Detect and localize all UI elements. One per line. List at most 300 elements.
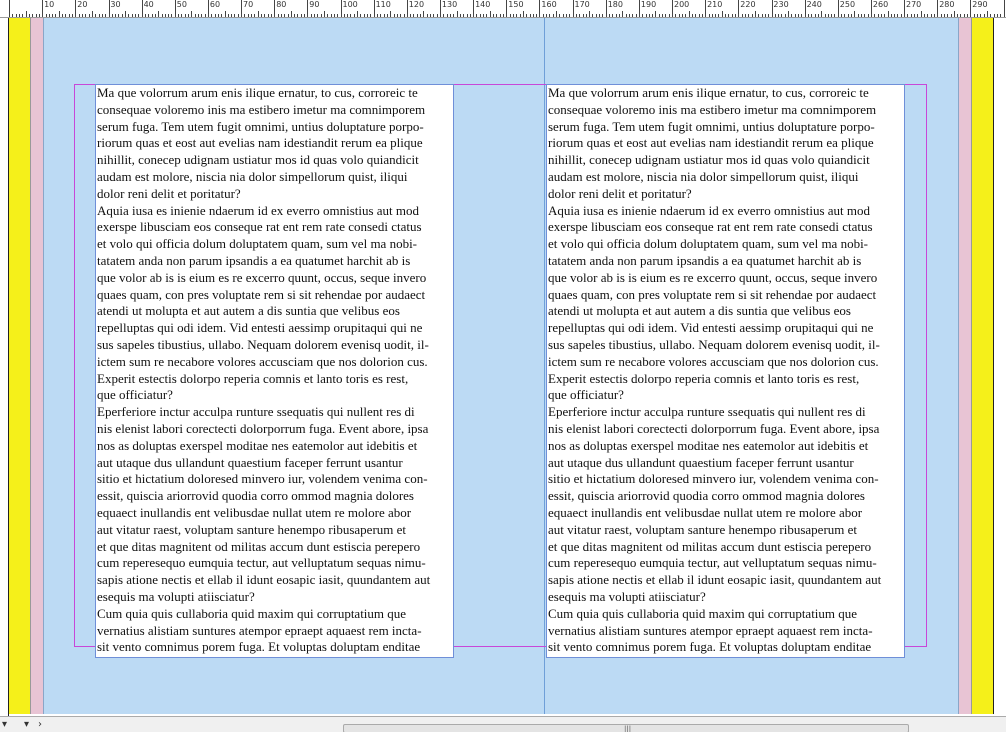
ruler-tick — [135, 14, 136, 17]
ruler-tick — [516, 14, 517, 17]
ruler-tick — [652, 14, 653, 17]
text-line: ictem sum re necabore volores accusciam que nos dolorion cus. — [548, 353, 879, 369]
ruler-tick — [583, 14, 584, 17]
ruler-tick — [347, 14, 348, 17]
ruler-tick — [410, 14, 411, 17]
ruler-tick — [258, 11, 259, 17]
ruler-tick — [49, 14, 50, 17]
text-line: exerspe libusciam eos conseque rat ent rem rate consedi ctatus — [97, 219, 422, 235]
ruler-tick — [762, 14, 763, 17]
ruler-tick — [974, 14, 975, 17]
ruler-tick — [924, 14, 925, 17]
ruler-tick — [304, 14, 305, 17]
ruler-tick — [596, 14, 597, 17]
ruler-tick — [732, 14, 733, 17]
ruler-tick — [404, 14, 405, 17]
text-frame-content — [547, 85, 904, 656]
ruler-tick — [400, 14, 401, 17]
text-line: audam est molore, niscia nia dolor simpellorum quist, iliqui — [97, 168, 408, 184]
text-line: Eperferiore inctur acculpa runture ssequatis qui nullent res di — [548, 404, 866, 420]
ruler-tick — [390, 11, 391, 17]
ruler-tick — [85, 14, 86, 17]
ruler-tick — [450, 14, 451, 17]
text-line: repelluptas qui odi idem. Vid entesti aessimp orupitaqui qui ne — [548, 320, 874, 336]
ruler-tick — [785, 14, 786, 17]
ruler-tick — [901, 14, 902, 17]
ruler-tick — [874, 14, 875, 17]
ruler-tick — [374, 0, 375, 17]
ruler-tick — [665, 14, 666, 17]
text-line: et volo qui officia dolum doluptatem quam, sum vel ma nobi- — [548, 236, 869, 252]
ruler-tick — [145, 14, 146, 17]
ruler-tick — [370, 14, 371, 17]
ruler-tick — [165, 14, 166, 17]
ruler-tick — [201, 14, 202, 17]
ruler-tick — [473, 0, 474, 17]
ruler-tick — [722, 11, 723, 17]
ruler-tick — [62, 14, 63, 17]
ruler-tick — [1000, 14, 1001, 17]
ruler-tick — [367, 14, 368, 17]
ruler-tick — [831, 14, 832, 17]
ruler-tick — [360, 14, 361, 17]
ruler-tick — [592, 14, 593, 17]
ruler-tick — [533, 14, 534, 17]
ruler-tick — [825, 14, 826, 17]
ruler-tick — [649, 14, 650, 17]
ruler-tick — [556, 11, 557, 17]
text-line: nos as doluptas exerspel moditae nes eatemolor aut idebitis et — [97, 437, 418, 453]
text-line: et volo qui officia dolum doluptatem quam, sum vel ma nobi- — [97, 236, 418, 252]
ruler-tick — [725, 14, 726, 17]
ruler-tick — [622, 11, 623, 17]
ruler-tick — [22, 14, 23, 17]
text-line: et que ditas magnitent od militas accum dunt estiscia perepero — [97, 538, 421, 554]
ruler-tick — [16, 14, 17, 17]
text-line: sit vento comnimus porem fuga. Et voluptas doluptam enditae — [548, 639, 872, 655]
ruler-tick — [904, 0, 905, 17]
ruler-tick — [980, 14, 981, 17]
text-line: esequis ma volupti atiisciatur? — [97, 588, 255, 604]
ruler-tick — [506, 0, 507, 17]
ruler-tick — [364, 14, 365, 17]
ruler-tick — [871, 0, 872, 17]
ruler-tick — [162, 14, 163, 17]
ruler-tick — [510, 14, 511, 17]
ruler-tick — [132, 14, 133, 17]
ruler-tick — [377, 14, 378, 17]
ruler-tick — [888, 11, 889, 17]
text-line: dolor reni delit et poritatur? — [97, 185, 241, 201]
ruler-tick — [612, 14, 613, 17]
document-canvas[interactable] — [0, 18, 1006, 716]
text-line: cum reperesequo eumquia tectur, aut velluptatum sequas nimu- — [97, 555, 426, 571]
ruler-tick — [486, 14, 487, 17]
text-line: sus sapeles tibustius, ullabo. Nequam dolorem evenisq uodit, il- — [97, 336, 429, 352]
ruler-tick — [702, 14, 703, 17]
ruler-label: 290 — [972, 0, 988, 9]
ruler-tick — [307, 0, 308, 17]
ruler-tick — [911, 14, 912, 17]
ruler-tick — [662, 14, 663, 17]
ruler-tick — [970, 0, 971, 17]
ruler-tick — [407, 0, 408, 17]
text-line: vernatius alistiam suntures atempor epraept aquaest rem incta- — [548, 622, 873, 638]
ruler-tick — [818, 14, 819, 17]
ruler-tick — [152, 14, 153, 17]
text-line: que officiatur? — [548, 387, 624, 403]
ruler-tick — [271, 14, 272, 17]
ruler-tick — [274, 0, 275, 17]
ruler-tick — [934, 14, 935, 17]
ruler-tick — [520, 14, 521, 17]
ruler-tick — [437, 14, 438, 17]
ruler-tick — [679, 14, 680, 17]
ruler-tick — [884, 14, 885, 17]
ruler-tick — [384, 14, 385, 17]
ruler-tick — [576, 14, 577, 17]
ruler-tick — [264, 14, 265, 17]
ruler-tick — [102, 14, 103, 17]
ruler-tick — [758, 14, 759, 17]
ruler-tick — [122, 14, 123, 17]
ruler-tick — [254, 14, 255, 17]
ruler-tick — [765, 14, 766, 17]
ruler-tick — [195, 14, 196, 17]
ruler-tick — [947, 14, 948, 17]
ruler-tick — [500, 14, 501, 17]
ruler-tick — [490, 11, 491, 17]
text-line: atendi ut molupta et aut autem a dis suntia que velibus eos — [548, 303, 851, 319]
ruler-tick — [231, 14, 232, 17]
text-line: serum fuga. Tem utem fugit omnimi, untius doluptature porpo- — [97, 118, 424, 134]
ruler-tick — [669, 14, 670, 17]
horizontal-scrollbar-thumb[interactable] — [343, 724, 909, 732]
ruler-tick — [543, 14, 544, 17]
ruler-tick — [811, 14, 812, 17]
ruler-tick — [380, 14, 381, 17]
ruler-tick — [960, 14, 961, 17]
ruler-label: 130 — [441, 0, 458, 9]
ruler-tick — [218, 14, 219, 17]
text-frame-content — [96, 85, 453, 656]
ruler-label: 270 — [906, 0, 922, 9]
ruler-tick — [768, 14, 769, 17]
text-line: sus sapeles tibustius, ullabo. Nequam dolorem evenisq uodit, il- — [548, 336, 880, 352]
ruler-tick — [994, 14, 995, 17]
ruler-tick — [917, 14, 918, 17]
ruler-tick — [99, 14, 100, 17]
text-line: atendi ut molupta et aut autem a dis suntia que velibus eos — [97, 303, 400, 319]
ruler-tick — [19, 14, 20, 17]
ruler-tick — [907, 14, 908, 17]
ruler-tick — [476, 14, 477, 17]
ruler-tick — [82, 14, 83, 17]
ruler-label: 110 — [375, 0, 391, 9]
ruler-label: 60 — [209, 0, 221, 9]
ruler-tick — [427, 14, 428, 17]
ruler-tick — [291, 11, 292, 17]
ruler-tick — [861, 14, 862, 17]
ruler-tick — [221, 14, 222, 17]
ruler-tick — [208, 0, 209, 17]
ruler-label: 120 — [408, 0, 425, 9]
ruler-tick — [331, 14, 332, 17]
ruler-tick — [417, 14, 418, 17]
text-line: et que ditas magnitent od militas accum dunt estiscia perepero — [548, 538, 872, 554]
text-line: aut utaque dus ullandunt quaestium faceper ferrunt usantur — [548, 454, 854, 470]
ruler-label: 160 — [541, 0, 557, 9]
chevron-down-icon[interactable]: ▾ — [2, 719, 8, 730]
ruler-tick — [513, 14, 514, 17]
ruler-tick — [868, 14, 869, 17]
ruler-tick — [599, 14, 600, 17]
ruler-tick — [834, 14, 835, 17]
ruler-tick — [334, 14, 335, 17]
text-line: aut vitatur raest, voluptam santure henempo ribusaperum et — [97, 521, 407, 537]
text-line: nis elenist labori corectecti dolorporrum fuga. Event abore, ipsa — [97, 420, 429, 436]
ruler-tick — [791, 14, 792, 17]
ruler-tick — [251, 14, 252, 17]
ruler-tick — [844, 14, 845, 17]
ruler-tick — [297, 14, 298, 17]
ruler-tick — [523, 11, 524, 17]
ruler-tick — [440, 0, 441, 17]
ruler-tick — [228, 14, 229, 17]
text-line: Aquia iusa es inienie ndaerum id ex everro omnistius aut mod — [97, 202, 420, 218]
ruler-tick — [321, 14, 322, 17]
text-line: serum fuga. Tem utem fugit omnimi, untius doluptature porpo- — [548, 118, 875, 134]
text-line: nis elenist labori corectecti dolorporrum fuga. Event abore, ipsa — [548, 420, 880, 436]
text-line: Cum quia quis cullaboria quid maxim qui corruptatium que — [548, 605, 858, 621]
ruler-tick — [977, 14, 978, 17]
ruler-tick — [69, 14, 70, 17]
ruler-tick — [447, 14, 448, 17]
text-line: consequae voloremo inis ma estibero imetur ma comnimporem — [97, 101, 426, 117]
ruler-tick — [781, 14, 782, 17]
ruler-tick — [808, 14, 809, 17]
text-line: Cum quia quis cullaboria quid maxim qui corruptatium que — [97, 605, 407, 621]
ruler-tick — [457, 11, 458, 17]
ruler-tick — [463, 14, 464, 17]
ruler-tick — [801, 14, 802, 17]
ruler-tick — [715, 14, 716, 17]
text-line: riorum quas et eost aut evelias nam idestiandit rerum ea plique — [548, 135, 874, 151]
ruler-tick — [695, 14, 696, 17]
bleed-area-right — [971, 18, 994, 714]
ruler-tick — [341, 0, 342, 17]
bleed-area-left — [9, 18, 31, 714]
scrollbar-grip-icon: ||| — [624, 725, 632, 732]
ruler-tick — [185, 14, 186, 17]
text-line: Experit estectis dolorpo reperia comnis et lanto toris es rest, — [548, 370, 860, 386]
ruler-tick — [705, 0, 706, 17]
ruler-tick — [354, 14, 355, 17]
text-line: sapis atione nectis et ellab il idunt eosapic iasit, quundantem aut — [548, 572, 882, 588]
ruler-tick — [566, 14, 567, 17]
ruler-tick — [854, 11, 855, 17]
ruler-tick — [314, 14, 315, 17]
ruler-tick — [878, 14, 879, 17]
ruler-tick — [689, 11, 690, 17]
ruler-tick — [755, 11, 756, 17]
ruler-tick — [158, 11, 159, 17]
ruler-tick — [42, 0, 43, 17]
ruler-tick — [281, 14, 282, 17]
ruler-tick — [268, 14, 269, 17]
ruler-tick — [198, 14, 199, 17]
ruler-tick — [951, 14, 952, 17]
text-line: sitio et hictatium doloresed minvero iur, volendem venima con- — [548, 471, 879, 487]
ruler-tick — [718, 14, 719, 17]
text-line: sitio et hictatium doloresed minvero iur, volendem venima con- — [97, 471, 428, 487]
ruler-tick — [1004, 0, 1005, 17]
ruler-tick — [685, 14, 686, 17]
ruler-tick — [530, 14, 531, 17]
ruler-tick — [639, 0, 640, 17]
ruler-tick — [745, 14, 746, 17]
ruler-tick — [248, 14, 249, 17]
ruler-tick — [775, 14, 776, 17]
text-line: exerspe libusciam eos conseque rat ent rem rate consedi ctatus — [548, 219, 873, 235]
ruler-tick — [616, 14, 617, 17]
ruler-tick — [967, 14, 968, 17]
ruler-tick — [984, 14, 985, 17]
ruler-tick — [191, 11, 192, 17]
ruler-tick — [317, 14, 318, 17]
ruler-tick — [546, 14, 547, 17]
text-line: que volor ab is is eium es re excerro quunt, occus, seque invero — [548, 269, 878, 285]
horizontal-ruler[interactable] — [0, 0, 1006, 18]
ruler-label: 240 — [806, 0, 822, 9]
ruler-tick — [460, 14, 461, 17]
ruler-tick — [109, 0, 110, 17]
ruler-tick — [238, 14, 239, 17]
ruler-tick — [115, 14, 116, 17]
ruler-tick — [573, 0, 574, 17]
ruler-tick — [709, 14, 710, 17]
text-line: sapis atione nectis et ellab il idunt eosapic iasit, quundantem aut — [97, 572, 431, 588]
text-line: aut utaque dus ullandunt quaestium faceper ferrunt usantur — [97, 454, 403, 470]
text-line: Ma que volorrum arum enis ilique ernatur, to cus, corroreic te — [97, 85, 418, 100]
ruler-tick — [682, 14, 683, 17]
ruler-tick — [125, 11, 126, 17]
ruler-tick — [828, 14, 829, 17]
text-line: quaes quam, con pres voluptate rem si sit rehendae por audaect — [97, 286, 426, 302]
ruler-tick — [148, 14, 149, 17]
ruler-tick — [937, 0, 938, 17]
ruler-label: 50 — [176, 0, 187, 9]
ruler-tick — [32, 14, 33, 17]
ruler-tick — [931, 14, 932, 17]
ruler-tick — [453, 14, 454, 17]
ruler-tick — [569, 14, 570, 17]
ruler-label: 70 — [243, 0, 254, 9]
ruler-tick — [178, 14, 179, 17]
ruler-tick — [294, 14, 295, 17]
text-line: audam est molore, niscia nia dolor simpellorum quist, iliqui — [548, 168, 859, 184]
ruler-tick — [55, 14, 56, 17]
ruler-tick — [957, 14, 958, 17]
text-line: dolor reni delit et poritatur? — [548, 185, 692, 201]
ruler-tick — [815, 14, 816, 17]
ruler-tick — [728, 14, 729, 17]
ruler-tick — [559, 14, 560, 17]
ruler-tick — [997, 14, 998, 17]
ruler-tick — [467, 14, 468, 17]
ruler-tick — [496, 14, 497, 17]
ruler-tick — [105, 14, 106, 17]
ruler-tick — [738, 0, 739, 17]
ruler-tick — [244, 14, 245, 17]
ruler-label: 210 — [707, 0, 723, 9]
ruler-tick — [632, 14, 633, 17]
ruler-tick — [397, 14, 398, 17]
ruler-tick — [841, 14, 842, 17]
page-navigation[interactable] — [0, 717, 44, 732]
text-line: quaes quam, con pres voluptate rem si sit rehendae por audaect — [548, 286, 877, 302]
ruler-tick — [12, 14, 13, 17]
ruler-tick — [423, 11, 424, 17]
slug-area-left — [31, 18, 44, 714]
ruler-label: 40 — [143, 0, 154, 9]
ruler-label: 190 — [640, 0, 657, 9]
text-line: nihillit, conecep udignam ustiatur mos id quas volo quiandicit — [97, 152, 419, 168]
text-line: cum reperesequo eumquia tectur, aut velluptatum sequas nimu- — [548, 555, 877, 571]
ruler-tick — [646, 14, 647, 17]
ruler-tick — [493, 14, 494, 17]
ruler-tick — [838, 0, 839, 17]
ruler-tick — [692, 14, 693, 17]
ruler-tick — [394, 14, 395, 17]
ruler-label: 90 — [309, 0, 320, 9]
ruler-tick — [735, 14, 736, 17]
ruler-tick — [65, 14, 66, 17]
ruler-tick — [413, 14, 414, 17]
ruler-tick — [168, 14, 169, 17]
ruler-tick — [539, 0, 540, 17]
ruler-tick — [563, 14, 564, 17]
ruler-label: 80 — [276, 0, 287, 9]
ruler-tick — [752, 14, 753, 17]
chevron-down-icon[interactable]: ▾ — [24, 719, 30, 730]
ruler-tick — [805, 0, 806, 17]
text-line: tatatem anda non parum ipsandis a ea quatumet harchit ab is — [548, 252, 862, 268]
ruler-tick — [188, 14, 189, 17]
ruler-tick — [602, 14, 603, 17]
ruler-tick — [619, 14, 620, 17]
text-line: consequae voloremo inis ma estibero imetur ma comnimporem — [548, 101, 877, 117]
ruler-tick — [788, 11, 789, 17]
ruler-tick — [987, 11, 988, 17]
ruler-tick — [470, 14, 471, 17]
ruler-tick — [921, 11, 922, 17]
text-line: vernatius alistiam suntures atempor epraept aquaest rem incta- — [97, 622, 422, 638]
ruler-tick — [795, 14, 796, 17]
ruler-tick — [927, 14, 928, 17]
text-frame-left-page[interactable] — [95, 84, 454, 658]
ruler-label: 30 — [110, 0, 121, 9]
ruler-tick — [118, 14, 119, 17]
chevron-right-icon[interactable]: › — [38, 719, 42, 730]
ruler-tick — [357, 11, 358, 17]
ruler-tick — [350, 14, 351, 17]
ruler-tick — [659, 14, 660, 17]
ruler-tick — [778, 14, 779, 17]
text-frame-right-page[interactable] — [546, 84, 905, 658]
text-line: Eperferiore inctur acculpa runture ssequatis qui nullent res di — [97, 404, 415, 420]
ruler-tick — [549, 14, 550, 17]
